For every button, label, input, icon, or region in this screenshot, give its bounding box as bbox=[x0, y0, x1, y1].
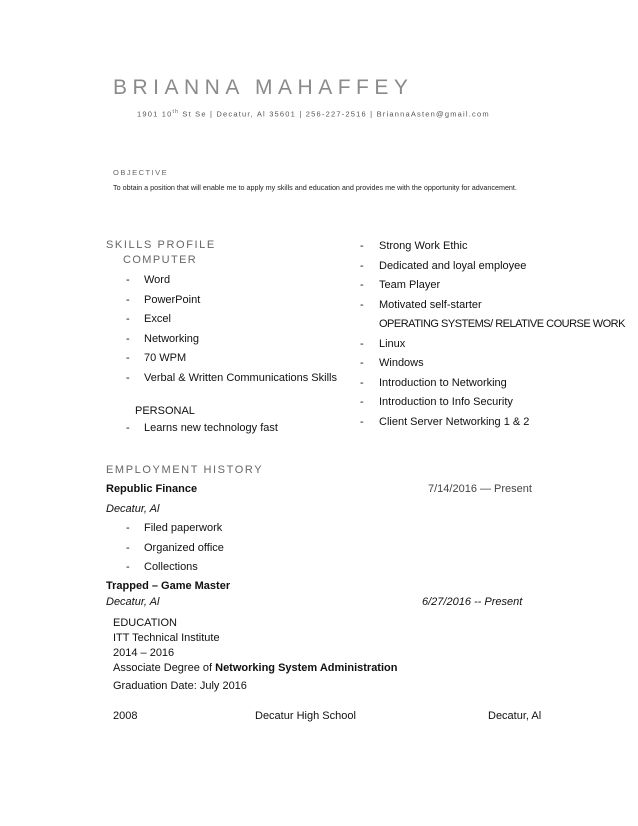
list-dash: - bbox=[360, 338, 364, 350]
list-dash: - bbox=[126, 561, 130, 573]
os-coursework-item: Linux bbox=[379, 338, 406, 350]
soft-skill-item: Dedicated and loyal employee bbox=[379, 260, 527, 272]
list-dash: - bbox=[126, 522, 130, 534]
list-dash: - bbox=[126, 422, 130, 434]
soft-skill-item: Team Player bbox=[379, 279, 441, 291]
list-dash: - bbox=[360, 377, 364, 389]
job-company: Republic Finance bbox=[106, 483, 198, 495]
job-location: Decatur, Al bbox=[106, 596, 160, 608]
list-dash: - bbox=[360, 260, 364, 272]
list-dash: - bbox=[126, 294, 130, 306]
list-dash: - bbox=[126, 313, 130, 325]
os-coursework-item: Client Server Networking 1 & 2 bbox=[379, 416, 530, 428]
computer-skill-item: Word bbox=[144, 274, 171, 286]
list-dash: - bbox=[126, 333, 130, 345]
list-dash: - bbox=[360, 396, 364, 408]
computer-skill-item: Verbal & Written Communications Skills bbox=[144, 372, 337, 384]
highschool-location: Decatur, Al bbox=[488, 710, 542, 722]
employment-heading: EMPLOYMENT HISTORY bbox=[106, 464, 264, 476]
computer-skill-item: Networking bbox=[144, 333, 200, 345]
list-dash: - bbox=[126, 352, 130, 364]
education-heading: EDUCATION bbox=[113, 617, 177, 629]
education-school: ITT Technical Institute bbox=[113, 632, 220, 644]
list-dash: - bbox=[360, 299, 364, 311]
job-company: Trapped – Game Master bbox=[106, 580, 231, 592]
list-dash: - bbox=[360, 279, 364, 291]
contact-ordinal-suffix: th bbox=[172, 109, 180, 115]
list-dash: - bbox=[360, 240, 364, 252]
os-coursework-item: Introduction to Info Security bbox=[379, 396, 513, 408]
objective-heading: OBJECTIVE bbox=[113, 168, 169, 177]
list-dash: - bbox=[126, 372, 130, 384]
education-degree bbox=[113, 662, 397, 674]
highschool-name: Decatur High School bbox=[255, 710, 356, 722]
os-coursework-item: Introduction to Networking bbox=[379, 377, 507, 389]
personal-skill-item: Learns new technology fast bbox=[144, 422, 278, 434]
computer-skill-item: 70 WPM bbox=[144, 352, 187, 364]
soft-skill-item: Motivated self-starter bbox=[379, 299, 482, 311]
contact-address-number: 1901 10 bbox=[137, 109, 173, 119]
list-dash: - bbox=[360, 357, 364, 369]
job-date: 7/14/2016 — Present bbox=[428, 483, 532, 495]
list-dash: - bbox=[126, 274, 130, 286]
job-duty-item: Filed paperwork bbox=[144, 522, 223, 534]
objective-text: To obtain a position that will enable me to apply my skills and education and provides me with the opportunity for advancement. bbox=[113, 183, 517, 192]
job-duty-item: Organized office bbox=[144, 542, 224, 554]
personal-heading: PERSONAL bbox=[135, 405, 195, 417]
degree-prefix: Associate Degree of bbox=[113, 662, 216, 674]
job-duty-item: Collections bbox=[144, 561, 198, 573]
education-graduation: Graduation Date: July 2016 bbox=[113, 680, 247, 692]
job-date: 6/27/2016 -- Present bbox=[422, 596, 523, 608]
os-coursework-item: Windows bbox=[379, 357, 424, 369]
list-dash: - bbox=[126, 542, 130, 554]
education-years: 2014 – 2016 bbox=[113, 647, 175, 659]
highschool-year: 2008 bbox=[113, 710, 138, 722]
list-dash: - bbox=[360, 416, 364, 428]
computer-skill-item: PowerPoint bbox=[144, 294, 201, 306]
resume-name: BRIANNA MAHAFFEY bbox=[113, 76, 414, 99]
contact-details: St Se | Decatur, Al 35601 | 256-227-2516 | BriannaAsten@gmail.com bbox=[179, 109, 490, 119]
contact-line bbox=[137, 109, 490, 119]
degree-name: Networking System Administration bbox=[215, 662, 398, 674]
job-location: Decatur, Al bbox=[106, 503, 160, 515]
computer-skill-item: Excel bbox=[144, 313, 171, 325]
computer-heading: COMPUTER bbox=[123, 254, 198, 266]
os-coursework-heading: OPERATING SYSTEMS/ RELATIVE COURSE WORK bbox=[379, 318, 625, 330]
soft-skill-item: Strong Work Ethic bbox=[379, 240, 468, 252]
skills-heading: SKILLS PROFILE bbox=[106, 239, 216, 251]
